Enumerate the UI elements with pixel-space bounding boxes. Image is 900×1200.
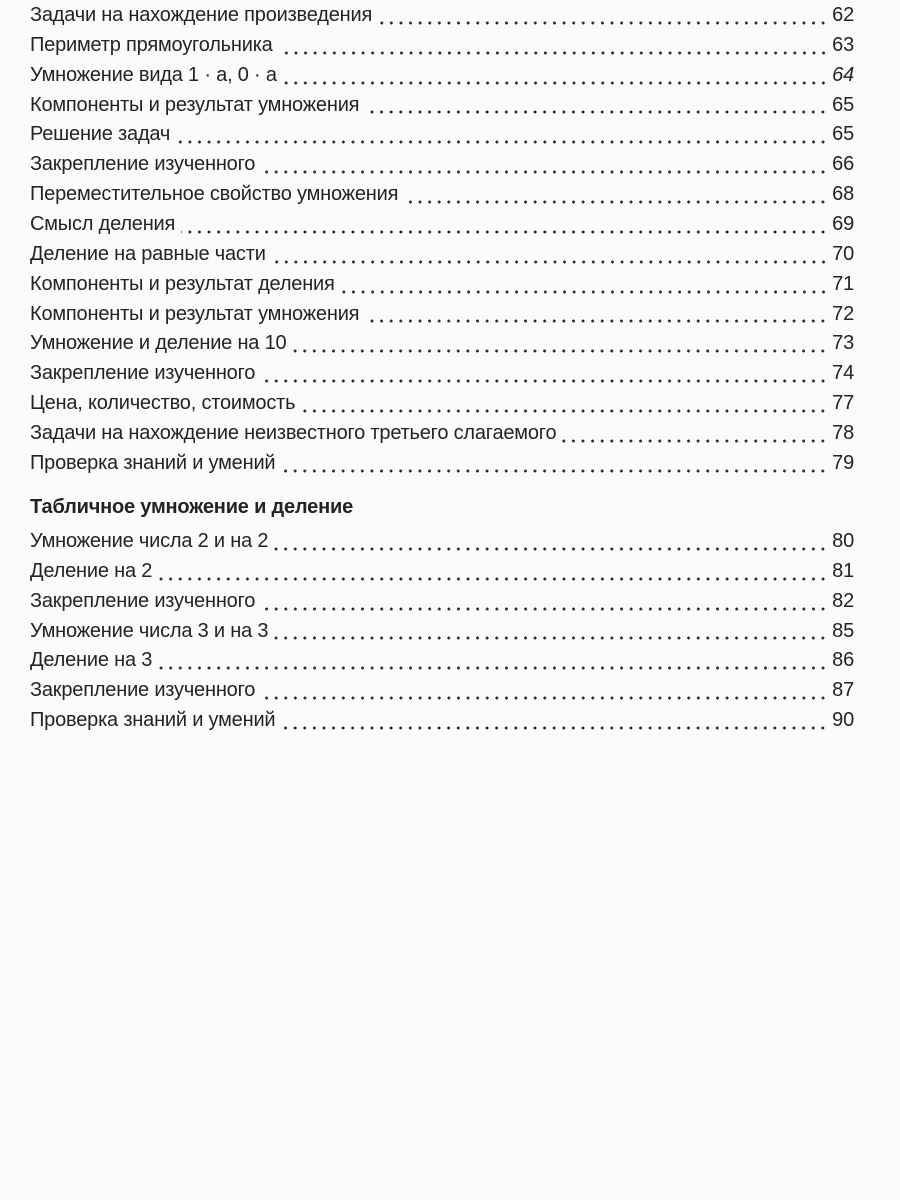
toc-entry-page: 70 (832, 242, 854, 265)
toc-entry-page: 77 (832, 392, 854, 415)
toc-entry (30, 273, 854, 303)
dot-leader (281, 726, 828, 730)
dot-leader (365, 110, 828, 114)
toc-entry-page: 78 (832, 422, 854, 445)
toc-entry-title: Деление на 3 (30, 649, 153, 672)
dot-leader (562, 439, 828, 443)
section-heading: Табличное умножение и деление (30, 496, 353, 518)
toc-entry-title: Умножение вида 1 · a, 0 · a (30, 63, 277, 86)
toc-entry-page: 87 (832, 679, 854, 702)
dot-leader (181, 230, 828, 234)
toc-entry-page: 71 (832, 272, 854, 295)
toc-entry-page: 68 (832, 183, 854, 206)
dot-leader (261, 696, 828, 700)
toc-entry-title: Цена, количество, стоимость (30, 392, 296, 415)
toc-entry-title: Умножение числа 2 и на 2 (30, 530, 269, 552)
dot-leader (158, 666, 828, 670)
dot-leader (378, 21, 828, 25)
toc-entry-page: 86 (832, 649, 854, 672)
dot-leader (292, 349, 828, 353)
toc-entry-title: Закрепление изученного (30, 589, 256, 612)
toc-entry-page: 69 (832, 213, 854, 236)
toc-entry-title: Периметр прямоугольника (30, 33, 273, 56)
toc-entry (30, 452, 854, 482)
dot-leader (404, 200, 828, 204)
toc-entry-title: Закрепление изученного (30, 153, 256, 176)
toc-entry-title: Компоненты и результат умножения (30, 302, 360, 325)
dot-leader (261, 170, 828, 174)
toc-entry (30, 620, 854, 650)
toc-section-2 (30, 530, 854, 739)
toc-entry-title: Проверка знаний и умений (30, 709, 276, 732)
toc-entry-title: Умножение числа 3 и на 3 (30, 619, 269, 642)
toc-entry-page: 81 (832, 559, 854, 582)
toc-entry-title: Компоненты и результат деления (30, 272, 335, 295)
toc-entry (30, 560, 854, 590)
toc-entry (30, 362, 854, 392)
toc-entry-title: Решение задач (30, 123, 171, 146)
toc-entry (30, 709, 854, 739)
dot-leader (176, 140, 828, 144)
toc-entry (30, 34, 854, 64)
toc-entry (30, 243, 854, 273)
toc-entry-page: 74 (832, 362, 854, 385)
dot-leader (283, 81, 828, 85)
dot-leader (281, 469, 828, 473)
toc-entry-page: 90 (832, 709, 854, 732)
toc-entry (30, 422, 854, 452)
toc-entry-title: Переместительное свойство умножения (30, 183, 399, 206)
toc-entry-title: Компоненты и результат умножения (30, 93, 360, 116)
toc-entry (30, 213, 854, 243)
dot-leader (261, 607, 828, 611)
toc-entry (30, 679, 854, 709)
toc-entry-page: 72 (832, 302, 854, 325)
toc-entry-title: Смысл деления (30, 213, 176, 236)
dot-leader (279, 51, 828, 55)
toc-entry (30, 4, 854, 34)
toc-entry (30, 94, 854, 124)
toc-entry-page: 73 (832, 332, 854, 355)
toc-entry-title: Деление на 2 (30, 559, 153, 582)
toc-entry-page: 82 (832, 589, 854, 612)
toc-entry-title: Умножение и деление на 10 (30, 332, 287, 355)
dot-leader (274, 636, 828, 640)
dot-leader (272, 260, 828, 264)
toc-entry-title: Деление на равные части (30, 242, 266, 265)
toc-entry (30, 123, 854, 153)
toc-entry-page: 62 (832, 4, 854, 26)
toc-entry-page: 65 (832, 93, 854, 116)
toc-entry (30, 649, 854, 679)
toc-entry (30, 332, 854, 362)
toc-entry (30, 64, 854, 94)
toc-entry (30, 392, 854, 422)
toc-entry-title: Проверка знаний и умений (30, 451, 276, 474)
toc-entry (30, 303, 854, 333)
toc-entry-title: Закрепление изученного (30, 679, 256, 702)
toc-entry-title: Закрепление изученного (30, 362, 256, 385)
toc-entry-page: 65 (832, 123, 854, 146)
toc-entry-page: 79 (832, 451, 854, 474)
toc-entry-page: 63 (832, 33, 854, 56)
toc-entry (30, 590, 854, 620)
toc-entry (30, 183, 854, 213)
dot-leader (341, 290, 828, 294)
toc-entry (30, 153, 854, 183)
dot-leader (365, 319, 828, 323)
dot-leader (261, 379, 828, 383)
toc-entry-title: Задачи на нахождение произведения (30, 4, 373, 26)
dot-leader (158, 577, 828, 581)
toc-section-1 (30, 4, 854, 482)
toc-entry-page: 85 (832, 619, 854, 642)
dot-leader (301, 409, 828, 413)
toc-entry-page: 64 (832, 63, 854, 86)
toc-entry-page: 80 (832, 530, 854, 552)
toc-entry-title: Задачи на нахождение неизвестного третьего слагаемого (30, 422, 557, 445)
toc-entry-page: 66 (832, 153, 854, 176)
toc-entry (30, 530, 854, 560)
dot-leader (274, 547, 828, 551)
